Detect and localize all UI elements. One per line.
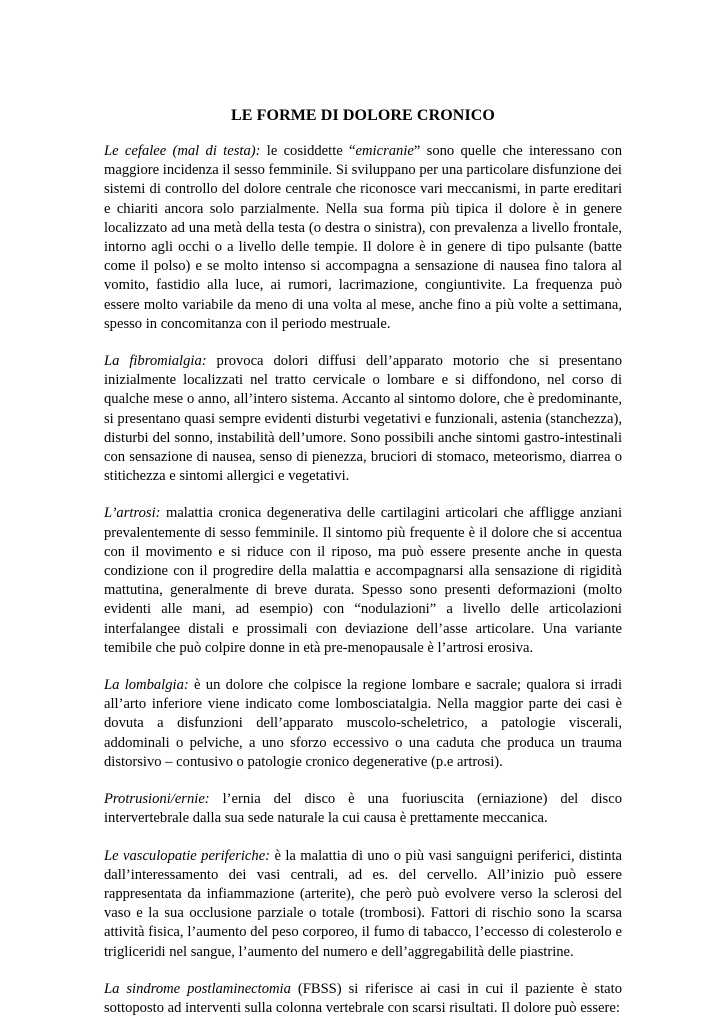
paragraph-fibromialgia [104,352,622,486]
paragraph-lead: Le vasculopatie periferiche: [104,847,271,864]
paragraph-lombalgia [104,676,622,772]
emphasis-term: emicranie [355,143,414,159]
paragraph-text: (FBSS) si riferisce ai casi in cui il paziente è stato sottoposto ad interventi sulla colonna vertebrale con scarsi risultati. Il dolore può essere: [104,980,622,1016]
paragraph-lead: Le cefalee (mal di testa): [104,143,261,159]
paragraph-lead: Protrusioni/ernie: [104,791,210,808]
paragraph-lead: La sindrome postlaminectomia [104,980,291,997]
document-title: LE FORME DI DOLORE CRONICO [231,107,495,124]
paragraph-lead: La lombalgia: [104,677,189,694]
paragraph-text: è la malattia di uno o più vasi sanguigni periferici, distinta dall’interessamento dei vasi centrali, ad es. del cervello. All’inizio può essere rappresentata da infiammazione (arterite), che però può evolvere verso la sclerosi del vaso e la sua occlusione parziale o totale (trombosi). Fattori di rischio sono la scarsa attività fisica, l’aumento del peso corporeo, il fumo di tabacco, l’eccesso di colesterolo e trigliceridi nel sangue, l’aumento del numero e dell’aggregabilità delle piastrine. [104,847,622,960]
paragraph-lead: L’artrosi: [104,505,161,522]
paragraph-protrusioni [104,790,622,828]
paragraph-vasculopatie [104,847,622,962]
paragraph-text: ” sono quelle che interessano con maggiore incidenza il sesso femminile. Si sviluppano per una particolare disfunzione dei sistemi di controllo del dolore centrale che riconosce vari meccanismi, in parte ereditari e chiariti ancora solo parzialmente. Nella sua forma più tipica il dolore è in genere localizzato ad una metà della testa (o destra o sinistra), con prevalenza a livello frontale, intorno agli occhi o a livello delle tempie. Il dolore è in genere di tipo pulsante (batte come il polso) e se molto intenso si accompagna a sensazione di nausea fino talora al vomito, fastidio alla luce, ai rumori, lacrimazione, congiuntivite. La frequenza può essere molto variabile da meno di una volta al mese, anche fino a più volte a settimana, spesso in concomitanza con il periodo mestruale. [104,143,623,332]
paragraph-postlaminectomia [104,980,622,1018]
paragraph-text: è un dolore che colpisce la regione lombare e sacrale; qualora si irradi all’arto inferiore viene indicato come lombosciatalgia. Nella maggior parte dei casi è dovuta a disfunzioni dell’apparato muscolo-scheletrico, a patologie viscerali, addominali o pelviche, a uno sforzo eccessivo o una caduta che produca un trauma distorsivo – contusivo o patologie cronico degenerative (p.e artrosi). [104,677,623,770]
paragraph-text: malattia cronica degenerativa delle cartilagini articolari che affligge anziani prevalentemente di sesso femminile. Il sintomo più frequente è il dolore che si accentua con il movimento e si riduce con il riposo, ma può essere presente anche in questa condizione con il progredire della malattia e accompagnarsi alla sensazione di rigidità mattutina, generalmente di breve durata. Spesso sono presenti deformazioni (molto evidenti alle mani, ad esempio) con “nodulazioni” a livello delle articolazioni interfalangee distali e prossimali con deviazione dell’asse articolare. Una variante temibile che può colpire donne in età pre-menopausale è l’artrosi erosiva. [104,505,622,656]
paragraph-cefalee [104,142,622,334]
paragraph-lead: La fibromialgia: [104,353,207,370]
document-page [104,106,622,1018]
paragraph-text: le cosiddette “ [260,143,356,159]
paragraph-artrosi [104,504,622,658]
paragraph-text: l’ernia del disco è una fuoriuscita (erniazione) del disco intervertebrale dalla sua sede naturale la cui causa è prettamente meccanica. [104,791,622,827]
paragraph-text: provoca dolori diffusi dell’apparato motorio che si presentano inizialmente localizzati nel tratto cervicale o lombare e si diffondono, nel corso di qualche mese o anno, all’intero sistema. Accanto al sintomo dolore, che è predominante, si presentano quasi sempre evidenti disturbi vegetativi e funzionali, astenia (stanchezza), disturbi del sonno, instabilità dell’umore. Sono possibili anche sintomi gastro-intestinali con sensazione di nausea, senso di pienezza, bruciori di stomaco, meteorismo, diarrea o stitichezza e sintomi allergici e vegetativi. [104,353,623,485]
